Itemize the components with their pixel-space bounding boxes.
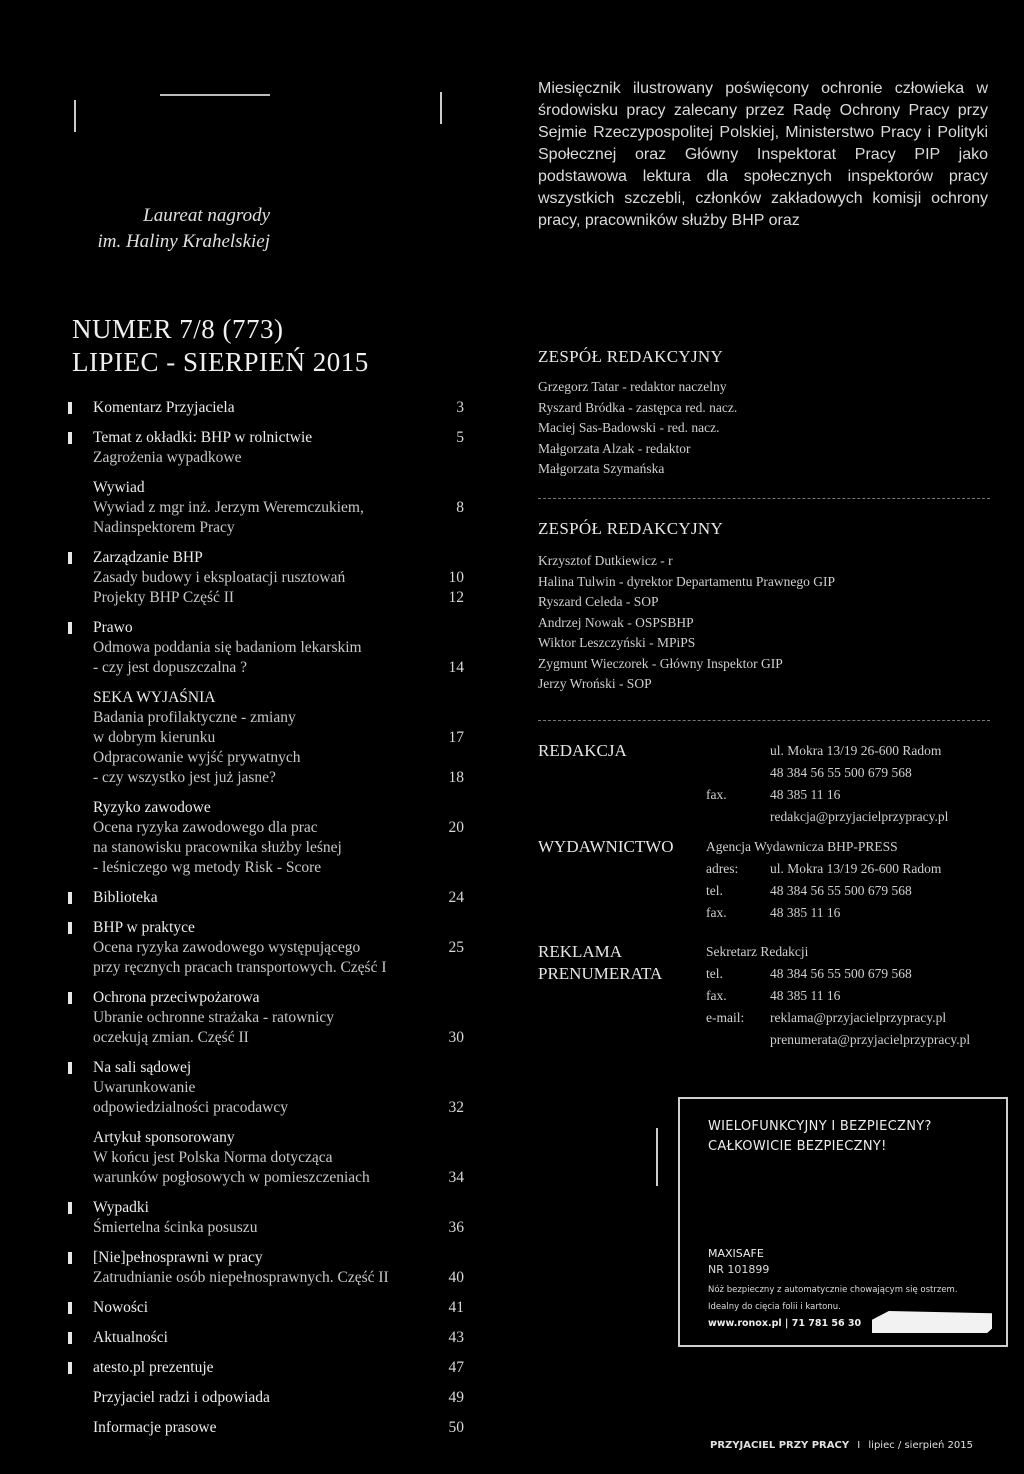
toc-entry-text: - czy wszystko jest już jasne? [93,769,276,786]
ad-vertical-rule [656,1128,658,1186]
contact-row [706,902,941,924]
toc-page-number [444,918,464,938]
contact-row [706,1029,970,1051]
toc-page-number [444,548,464,568]
toc-section-title[interactable] [93,988,464,1008]
toc-entry[interactable] [93,728,464,748]
issue-date: LIPIEC - SIERPIEŃ 2015 [72,347,369,377]
toc-entry-text: Ocena ryzyka zawodowego występującego [93,939,361,956]
logo-rule [160,94,270,96]
toc-entry[interactable] [93,1008,464,1028]
toc-section-title[interactable] [93,1418,464,1438]
toc-section-title[interactable] [93,918,464,938]
toc-section-title[interactable] [93,688,464,708]
team-member: Krzysztof Dutkiewicz - r [538,553,673,568]
toc-entry[interactable] [93,1028,464,1048]
toc-section [68,618,464,678]
laureat-caption [40,203,270,255]
footer-magazine: PRZYJACIEL PRZY PRACY [710,1440,850,1451]
toc-section [68,428,464,468]
team-member: Ryszard Bródka - zastępca red. nacz. [538,399,738,415]
toc-entry[interactable] [93,448,464,468]
toc-page-number: 36 [448,1219,464,1236]
toc-section-title[interactable] [93,428,464,448]
toc-title-text: Ryzyko zawodowe [93,799,211,816]
contact-value[interactable]: reklama@przyjacielprzypracy.pl [770,1010,947,1025]
toc-entry[interactable] [93,568,464,588]
toc-title-text: Prawo [93,619,133,636]
divider [538,498,990,499]
toc-section-title[interactable] [93,618,464,638]
toc-entry-text: przy ręcznych pracach transportowych. Część I [93,959,387,976]
toc-entry-text: - czy jest dopuszczalna ? [93,659,248,676]
toc-section [68,688,464,788]
toc-section [68,918,464,978]
sekretarz-title: Sekretarz Redakcji [706,944,809,959]
toc-entry[interactable] [93,1078,464,1098]
wydawnictwo-name: Agencja Wydawnicza BHP-PRESS [706,839,898,854]
toc-page-number [444,988,464,1008]
toc-entry-text: na stanowisku pracownika służby leśnej [93,839,342,856]
contact-value: 48 385 11 16 [770,905,841,920]
toc-section-title[interactable] [93,1128,464,1148]
toc-page-number: 5 [456,429,464,446]
toc-page-number: 8 [456,499,464,516]
toc-section [68,1248,464,1288]
toc-entry-text: Śmiertelna ścinka posuszu [93,1219,258,1236]
ad-description-1: Nóż bezpieczny z automatycznie chowającym się ostrzem. [708,1285,958,1295]
issue-number: NUMER 7/8 (773) [72,314,284,344]
contact-value: 48 384 56 55 500 679 568 [770,883,912,898]
issue-heading [72,313,369,379]
toc-title-text: Informacje prasowe [93,1419,217,1436]
toc-entry[interactable] [93,658,464,678]
zespol2-heading: ZESPÓŁ REDAKCYJNY [538,519,724,538]
maxisafe-advertisement[interactable] [678,1097,1008,1347]
toc-entry[interactable] [93,1218,464,1238]
toc-entry[interactable] [93,838,464,858]
wydawnictwo-label: WYDAWNICTWO [538,837,674,856]
toc-page-number: 30 [448,1029,464,1046]
toc-title-text: [Nie]pełnosprawni w pracy [93,1249,263,1266]
toc-page-number [444,838,464,858]
contact-key [706,1029,770,1051]
toc-page-number: 32 [448,1099,464,1116]
ad-product: MAXISAFE [708,1247,764,1260]
toc-page-number: 20 [448,819,464,836]
toc-section [68,1328,464,1348]
ad-model: NR 101899 [708,1263,770,1276]
toc-title-text: Wywiad [93,479,145,496]
toc-entry-text: Odmowa poddania się badaniom lekarskim [93,639,362,656]
toc-section [68,1388,464,1408]
prenumerata-label: PRENUMERATA [538,964,663,983]
toc-entry-text: Ubranie ochronne strażaka - ratownicy [93,1009,334,1026]
toc-section [68,798,464,878]
toc-page-number [444,708,464,728]
toc-section-title[interactable] [93,1248,464,1268]
contact-row [706,880,941,902]
redakcja-email[interactable]: redakcja@przyjacielprzypracy.pl [770,809,949,824]
contact-key: tel. [706,966,723,981]
toc-page-number: 24 [448,889,464,906]
toc-entry-text: Zagrożenia wypadkowe [93,449,242,466]
team-member: Jerzy Wroński - SOP [538,676,652,691]
toc-page-number: 41 [448,1299,464,1316]
toc-page-number [444,688,464,708]
logo-frame-right [440,92,442,124]
redakcja-label: REDAKCJA [538,741,627,760]
team-member: Halina Tulwin - dyrektor Departamentu Prawnego GIP [538,573,835,589]
contact-key: fax. [706,905,727,920]
table-of-contents [68,398,464,1448]
toc-section [68,1058,464,1118]
toc-section-title[interactable] [93,1388,464,1408]
contact-value: 48 385 11 16 [770,988,841,1003]
toc-page-number [444,618,464,638]
toc-title-text: BHP w praktyce [93,919,195,936]
contact-value: 48 384 56 55 500 679 568 [770,966,912,981]
toc-page-number [444,958,464,978]
toc-entry-text: - leśniczego wg metody Risk - Score [93,859,322,876]
toc-section [68,1128,464,1188]
toc-entry-text: Nadinspektorem Pracy [93,519,235,536]
zespol-heading: ZESPÓŁ REDAKCYJNY [538,347,724,366]
toc-entry[interactable] [93,818,464,838]
rada-programowa [538,519,988,695]
toc-title-text: Artykuł sponsorowany [93,1129,235,1146]
zespol-members [538,377,988,480]
toc-page-number [444,798,464,818]
toc-section [68,1418,464,1438]
toc-page-number: 50 [448,1419,464,1436]
toc-section [68,478,464,538]
ad-description-2: Idealny do cięcia folii i kartonu. [708,1302,841,1312]
toc-page-number: 40 [448,1269,464,1286]
toc-title-text: Komentarz Przyjaciela [93,399,235,416]
toc-section-title[interactable] [93,1328,464,1348]
toc-entry-text: Badania profilaktyczne - zmiany [93,709,296,726]
footer-issue: lipiec / sierpień 2015 [868,1440,973,1451]
toc-page-number [444,858,464,878]
contact-value: ul. Mokra 13/19 26-600 Radom [770,861,942,876]
toc-entry[interactable] [93,958,464,978]
redakcja-address: ul. Mokra 13/19 26-600 Radom [770,743,942,758]
toc-entry-text: warunków pogłosowych w pomieszczeniach [93,1169,370,1186]
logo-frame-left [74,100,76,132]
toc-entry[interactable] [93,708,464,728]
toc-title-text: Temat z okładki: BHP w rolnictwie [93,429,313,446]
page-footer [710,1440,973,1451]
contact-row [706,963,970,985]
toc-entry[interactable] [93,748,464,768]
laureat-line-1: Laureat nagrody [143,205,270,226]
team-member: Wiktor Leszczyński - MPiPS [538,635,696,650]
team-member: Małgorzata Szymańska [538,461,665,476]
toc-entry[interactable] [93,498,464,518]
toc-page-number: 49 [448,1389,464,1406]
toc-page-number [444,518,464,538]
toc-title-text: Na sali sądowej [93,1059,192,1076]
toc-page-number [444,1078,464,1098]
ad-headline-1: WIELOFUNKCYJNY I BEZPIECZNY? [708,1119,932,1134]
footer-separator: I [857,1440,861,1451]
toc-entry-text: Zatrudnianie osób niepełnosprawnych. Część II [93,1269,389,1286]
toc-title-text: Biblioteka [93,889,158,906]
toc-entry[interactable] [93,938,464,958]
toc-page-number: 47 [448,1359,464,1376]
contact-key: adres: [706,861,739,876]
team-member: Grzegorz Tatar - redaktor naczelny [538,379,727,394]
toc-section-title[interactable] [93,798,464,818]
toc-entry-text: oczekują zmian. Część II [93,1029,249,1046]
toc-section-title[interactable] [93,888,464,908]
toc-entry[interactable] [93,1148,464,1168]
toc-page-number [444,638,464,658]
redakcja-tel: 48 384 56 55 500 679 568 [770,765,912,780]
contact-key: e-mail: [706,1010,745,1025]
toc-page-number: 14 [448,659,464,676]
team-member: Ryszard Celeda - SOP [538,594,659,609]
toc-entry-text: Projekty BHP Część II [93,589,235,606]
toc-entry[interactable] [93,518,464,538]
toc-title-text: Przyjaciel radzi i odpowiada [93,1389,270,1406]
toc-entry[interactable] [93,768,464,788]
toc-page-number: 17 [448,729,464,746]
wydawnictwo-details [706,858,941,924]
knife-image [872,1311,992,1333]
ad-headline-2: CAŁKOWICIE BEZPIECZNY! [708,1139,887,1154]
toc-entry[interactable] [93,1268,464,1288]
toc-entry[interactable] [93,1098,464,1118]
team-member: Zygmunt Wieczorek - Główny Inspektor GIP [538,655,783,671]
toc-page-number [444,1248,464,1268]
zespol2-members [538,551,988,695]
toc-title-text: Ochrona przeciwpożarowa [93,989,260,1006]
toc-entry[interactable] [93,638,464,658]
toc-page-number: 34 [448,1169,464,1186]
toc-entry-text: Odpracowanie wyjść prywatnych [93,749,301,766]
reklama-details [706,963,970,1051]
toc-title-text: atesto.pl prezentuje [93,1359,214,1376]
redakcja-fax-label: fax. [706,787,727,802]
zespol-redakcyjny [538,347,988,480]
toc-section-title[interactable] [93,1298,464,1318]
toc-title-text: Wypadki [93,1199,149,1216]
toc-page-number: 3 [456,399,464,416]
toc-entry[interactable] [93,1168,464,1188]
toc-page-number [444,478,464,498]
toc-title-text: Aktualności [93,1329,168,1346]
toc-section-title[interactable] [93,548,464,568]
toc-entry[interactable] [93,858,464,878]
toc-page-number: 43 [448,1329,464,1346]
toc-section-title[interactable] [93,1058,464,1078]
toc-page-number: 18 [448,769,464,786]
toc-page-number [444,1148,464,1168]
toc-section-title[interactable] [93,1358,464,1378]
toc-entry-text: Zasady budowy i eksploatacji rusztowań [93,569,346,586]
toc-entry-text: odpowiedzialności pracodawcy [93,1099,288,1116]
contact-row [706,985,970,1007]
toc-section-title[interactable] [93,398,464,418]
toc-page-number [444,748,464,768]
toc-page-number [444,1058,464,1078]
divider [538,720,990,721]
toc-section-title[interactable] [93,1198,464,1218]
toc-page-number [444,1008,464,1028]
toc-title-text: Zarządzanie BHP [93,549,203,566]
toc-section-title[interactable] [93,478,464,498]
toc-title-text: SEKA WYJAŚNIA [93,689,216,706]
team-member: Maciej Sas-Badowski - red. nacz. [538,420,720,435]
toc-title-text: Nowości [93,1299,149,1316]
toc-entry-text: Wywiad z mgr inż. Jerzym Weremczukiem, [93,499,364,516]
toc-entry-text: Uwarunkowanie [93,1079,196,1096]
toc-page-number [444,1128,464,1148]
team-member: Andrzej Nowak - OSPSBHP [538,614,694,630]
team-member: Małgorzata Alzak - redaktor [538,440,691,456]
redakcja-fax: 48 385 11 16 [770,787,841,802]
contact-key: tel. [706,883,723,898]
reklama-label: REKLAMA [538,942,623,961]
toc-entry[interactable] [93,588,464,608]
reklama-labels [538,941,662,985]
toc-section [68,988,464,1048]
contact-row [706,858,941,880]
magazine-description: Miesięcznik ilustrowany poświęcony ochronie człowieka w środowisku pracy zalecany przez Radę Ochrony Pracy przy Sejmie Rzeczypospolitej Polskiej, Ministerstwo Pracy i Polityki Społecznej oraz Główny Inspektorat Pracy PIP jako podstawowa lektura dla społecznych inspektorów pracy wszystkich szczebli, członków zakładowych komisji ochrony pracy, pracowników służby BHP oraz [538,80,988,229]
toc-page-number: 25 [448,939,464,956]
toc-section [68,888,464,908]
toc-page-number [444,1198,464,1218]
ad-contact[interactable]: www.ronox.pl | 71 781 56 30 [708,1318,862,1329]
contact-value[interactable]: prenumerata@przyjacielprzypracy.pl [770,1032,971,1047]
toc-page-number [444,448,464,468]
toc-page-number: 12 [448,589,464,606]
contact-row [706,1007,970,1029]
laureat-line-2: im. Haliny Krahelskiej [97,231,270,252]
toc-entry-text: w dobrym kierunku [93,729,216,746]
toc-section [68,1298,464,1318]
toc-page-number: 10 [448,569,464,586]
toc-entry-text: W końcu jest Polska Norma dotycząca [93,1149,333,1166]
toc-entry-text: Ocena ryzyka zawodowego dla prac [93,819,318,836]
toc-section [68,548,464,608]
contact-key: fax. [706,988,727,1003]
toc-section [68,398,464,418]
toc-section [68,1358,464,1378]
toc-section [68,1198,464,1238]
